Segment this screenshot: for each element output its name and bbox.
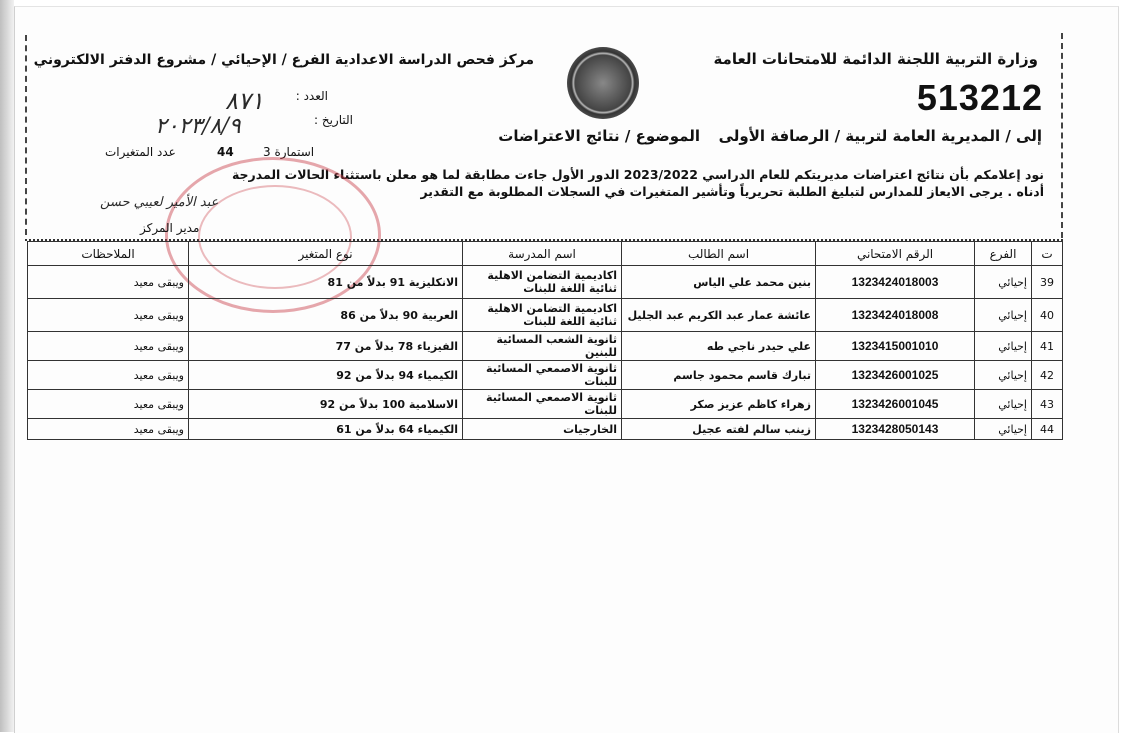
cell-variable: الكيمياء 94 بدلاً من 92	[189, 361, 463, 390]
results-table	[27, 241, 1063, 440]
table-row	[28, 266, 1063, 299]
to-line: إلى / المديرية العامة لتربية / الرصافة الأولى	[718, 127, 1042, 145]
header-center: مركز فحص الدراسة الاعدادية الفرع / الإحيائي / مشروع الدفتر الالكتروني	[33, 52, 534, 68]
cell-school: ثانوية الاصمعي المسائية للبنات	[463, 390, 622, 419]
col-header-seq: ت	[1032, 242, 1063, 266]
cell-variable: الفيزياء 78 بدلاً من 77	[189, 332, 463, 361]
table-row	[28, 299, 1063, 332]
col-header-student: اسم الطالب	[622, 242, 816, 266]
frame-right-dashed	[1061, 33, 1063, 238]
body-line-1: نود إعلامكم بأن نتائج اعتراضات مديريتكم للعام الدراسي 2023/2022 الدور الأول جاءت مطابقة لما هو معلن باستثناء الحالات المدرجة	[231, 167, 1044, 182]
cell-branch: إحيائي	[975, 390, 1032, 419]
col-header-school: اسم المدرسة	[463, 242, 622, 266]
cell-exam-number: 1323415001010	[816, 332, 975, 361]
cell-student: علي حيدر ناجي طه	[622, 332, 816, 361]
cell-student: زهراء كاظم عزيز صكر	[622, 390, 816, 419]
cell-school: اكاديمية التضامن الاهلية ثنائية اللغة للبنات	[463, 266, 622, 299]
body-line-2: أدناه . يرجى الايعاز للمدارس لتبليغ الطلبة تحريرياً وتأشير المتغيرات في السجلات المطلوبة مع التقدير	[420, 184, 1044, 199]
cell-exam-number: 1323426001025	[816, 361, 975, 390]
cell-branch: إحيائي	[975, 266, 1032, 299]
number-handwritten: ٨٧١	[225, 87, 264, 115]
cell-exam-number: 1323428050143	[816, 419, 975, 440]
cell-variable: العربية 90 بدلاً من 86	[189, 299, 463, 332]
signature-title: مدير المركز	[140, 221, 200, 235]
table-row	[28, 390, 1063, 419]
table-row	[28, 419, 1063, 440]
subject-line: الموضوع / نتائج الاعتراضات	[498, 127, 700, 145]
signature-name: عبد الأمير لعيبي حسن	[100, 195, 219, 210]
cell-variable: الانكليزية 91 بدلاً من 81	[189, 266, 463, 299]
form-label: استمارة 3	[263, 145, 315, 159]
cell-exam-number: 1323426001045	[816, 390, 975, 419]
cell-notes: ويبقى معيد	[28, 299, 189, 332]
cell-school: الخارجيات	[463, 419, 622, 440]
frame-left-dashed	[25, 35, 27, 235]
table-row	[28, 332, 1063, 361]
cell-branch: إحيائي	[975, 361, 1032, 390]
cell-school: ثانوية الاصمعي المسائية للبنات	[463, 361, 622, 390]
header-ministry: وزارة التربية اللجنة الدائمة للامتحانات العامة	[713, 50, 1038, 68]
cell-notes: ويبقى معيد	[28, 419, 189, 440]
cell-variable: الكيمياء 64 بدلاً من 61	[189, 419, 463, 440]
page-shadow	[0, 0, 14, 732]
col-header-notes: الملاحظات	[28, 242, 189, 266]
cell-branch: إحيائي	[975, 332, 1032, 361]
variables-count: 44	[217, 145, 234, 159]
cell-seq: 43	[1032, 390, 1063, 419]
cell-seq: 42	[1032, 361, 1063, 390]
date-handwritten: ٢٠٢٣/٨/٩	[155, 114, 241, 139]
ministry-emblem-icon	[567, 47, 639, 119]
cell-student: زينب سالم لفته عجيل	[622, 419, 816, 440]
cell-exam-number: 1323424018008	[816, 299, 975, 332]
number-label: العدد :	[295, 89, 328, 103]
cell-exam-number: 1323424018003	[816, 266, 975, 299]
col-header-exam-number: الرقم الامتحاني	[816, 242, 975, 266]
cell-school: اكاديمية التضامن الاهلية ثنائية اللغة للبنات	[463, 299, 622, 332]
col-header-branch: الفرع	[975, 242, 1032, 266]
cell-branch: إحيائي	[975, 419, 1032, 440]
reference-number: 513212	[916, 77, 1043, 118]
cell-student: تبارك قاسم محمود جاسم	[622, 361, 816, 390]
cell-notes: ويبقى معيد	[28, 390, 189, 419]
cell-seq: 39	[1032, 266, 1063, 299]
col-header-variable: نوع المتغير	[189, 242, 463, 266]
cell-branch: إحيائي	[975, 299, 1032, 332]
cell-student: عائشة عمار عبد الكريم عبد الجليل	[622, 299, 816, 332]
cell-seq: 40	[1032, 299, 1063, 332]
variables-count-label: عدد المتغيرات	[105, 145, 176, 159]
cell-seq: 41	[1032, 332, 1063, 361]
cell-notes: ويبقى معيد	[28, 332, 189, 361]
cell-notes: ويبقى معيد	[28, 361, 189, 390]
date-label: التاريخ :	[313, 113, 353, 127]
table-header-row	[28, 242, 1063, 266]
cell-notes: ويبقى معيد	[28, 266, 189, 299]
table-row	[28, 361, 1063, 390]
cell-seq: 44	[1032, 419, 1063, 440]
cell-student: بنين محمد علي الياس	[622, 266, 816, 299]
cell-variable: الاسلامية 100 بدلاً من 92	[189, 390, 463, 419]
cell-school: ثانوية الشعب المسائية للبنين	[463, 332, 622, 361]
